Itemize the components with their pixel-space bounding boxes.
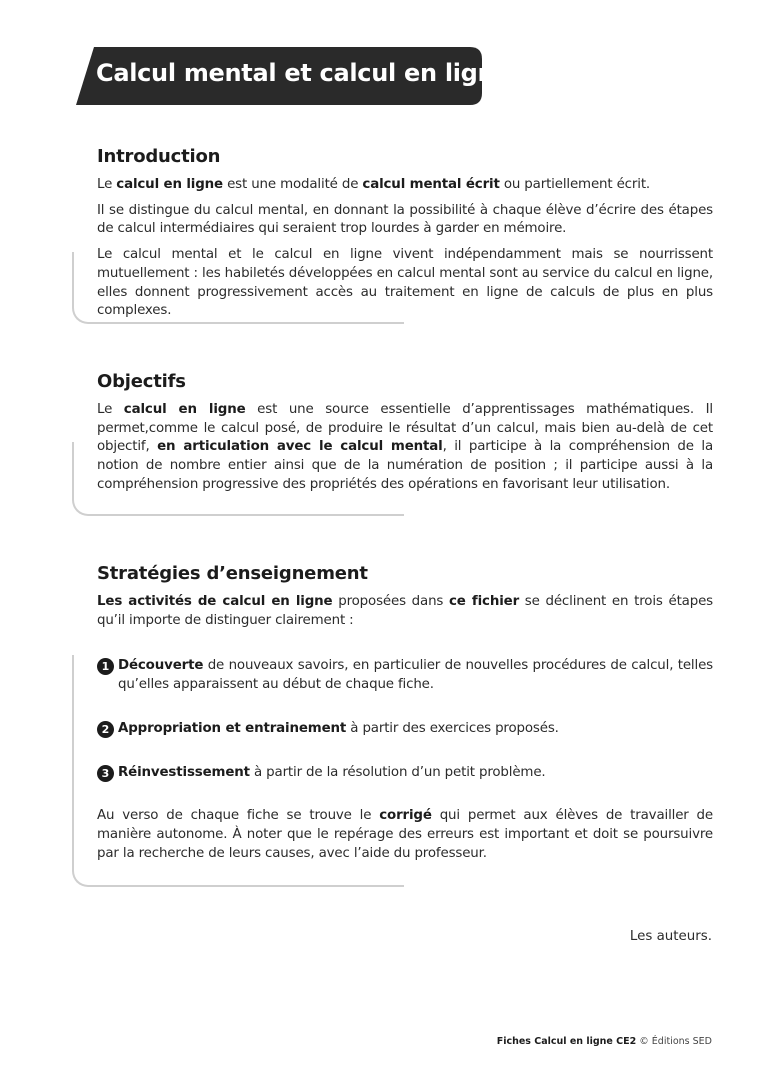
footer: Fiches Calcul en ligne CE2 © Éditions SED bbox=[496, 1036, 712, 1047]
step-number-3: 3 bbox=[97, 765, 114, 782]
intro-paragraph-1: Le calcul en ligne est une modalité de calcul mental écrit ou partiellement écrit. bbox=[97, 177, 651, 192]
heading-objectifs: Objectifs bbox=[97, 371, 186, 392]
step-number-1: 1 bbox=[97, 658, 114, 675]
page-title: Calcul mental et calcul en ligne bbox=[96, 59, 511, 87]
objectifs-paragraph: Le calcul en ligne est une source essentielle d’apprentissages mathématiques. Il permet,comme le calcul posé, de produire le résultat d’un calcul, mais bien au-delà de cet objectif, en articulation avec le calcul mental, il participe à la compréhension de la notion de nombre entier ainsi que de la numération de position ; il participe aussi à la compréhension progressive des propriétés des opérations en favorisant leur utilisation. bbox=[97, 402, 713, 492]
heading-introduction: Introduction bbox=[97, 146, 221, 167]
step-3: 3 Réinvestissement à partir de la résolution d’un petit problème. bbox=[97, 764, 713, 783]
strategies-intro: Les activités de calcul en ligne proposées dans ce fichier se déclinent en trois étapes qu’il importe de distinguer clairement : bbox=[97, 594, 713, 628]
heading-strategies: Stratégies d’enseignement bbox=[97, 563, 368, 584]
step-number-2: 2 bbox=[97, 721, 114, 738]
step-2: 2 Appropriation et entrainement à partir des exercices proposés. bbox=[97, 720, 713, 739]
strategies-verso-paragraph: Au verso de chaque fiche se trouve le corrigé qui permet aux élèves de travailler de manière autonome. À noter que le repérage des erreurs est important et doit se poursuivre par la recherche de leurs causes, avec l’aide du professeur. bbox=[97, 808, 713, 861]
title-banner bbox=[76, 47, 511, 105]
section-introduction bbox=[97, 146, 713, 328]
section-strategies bbox=[97, 563, 713, 870]
intro-paragraph-2: Il se distingue du calcul mental, en donnant la possibilité à chaque élève d’écrire des étapes de calcul intermédiaires qui seraient trop lourdes à garder en mémoire. bbox=[97, 202, 713, 237]
step-1: 1 Découverte de nouveaux savoirs, en particulier de nouvelles procédures de calcul, telles qu’elles apparaissent au début de chaque fiche. bbox=[97, 657, 713, 694]
signature: Les auteurs. bbox=[629, 929, 712, 944]
section-objectifs bbox=[97, 371, 713, 502]
intro-paragraph-3: Le calcul mental et le calcul en ligne vivent indépendamment mais se nourrissent mutuellement : les habiletés développées en calcul mental sont au service du calcul en ligne, elles donnent progressivement accès au traitement en ligne de calculs de plus en plus complexes. bbox=[97, 247, 713, 319]
